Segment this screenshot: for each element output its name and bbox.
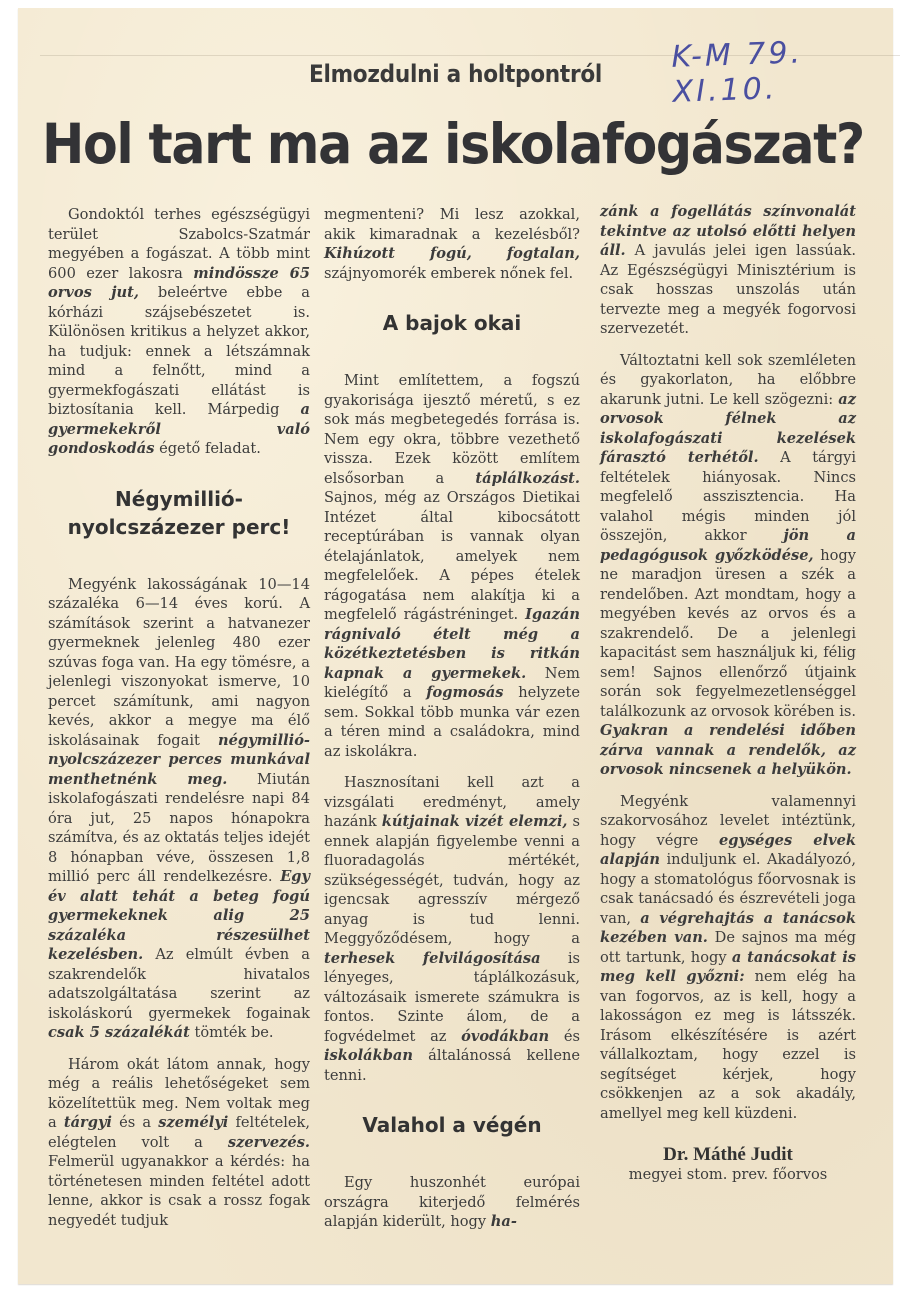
paragraph xyxy=(324,1173,580,1232)
emphasis-text: jön a pedagógusok győzködése, xyxy=(600,527,856,564)
emphasis-text: négymillió-nyolcszázezer perces munkával menthetnénk meg. xyxy=(48,731,310,788)
body-text: Nem kielégítő a xyxy=(324,664,580,701)
body-text: Három okát látom annak, hogy még a reális lehetőségeket sem közelítettük meg. Nem voltak meg a xyxy=(48,1055,310,1131)
emphasis-text: kútjainak vizét elemzi, xyxy=(381,813,568,830)
body-text: Miután iskolafogászati rendelésre napi 84 óra jut, 25 napos hónapokra számítva, és az oktatás teljes idejét 8 hónapban véve, összesen 1,8 millió perc áll rendelkezésre. xyxy=(48,770,310,885)
emphasis-text: iskolákban xyxy=(324,1047,413,1064)
body-text: Hasznosítani kell azt a vizsgálati eredményt, amely hazánk xyxy=(324,774,580,830)
emphasis-text: zánk a fogellátás színvonalát tekintve az utolsó előtti helyen áll. xyxy=(600,203,856,259)
subheading: Négymillió-nyolcszázezer perc! xyxy=(67,486,291,539)
column-1 xyxy=(48,205,310,1242)
column-2 xyxy=(324,205,580,1244)
emphasis-text: Igazán rágnivaló ételt még a közétkeztetésben is ritkán kapnak a gyermekek. xyxy=(324,606,580,682)
emphasis-text: mindössze 65 orvos jut, xyxy=(48,264,310,301)
newspaper-clipping xyxy=(18,8,893,1284)
body-text: általánossá kellene tenni. xyxy=(324,1047,580,1084)
body-text: Az elmúlt évben a szakrendelők hivatalos adatszolgáltatása szerint az iskoláskorú gyermekek fogainak xyxy=(48,946,310,1022)
body-text: beleértve ebbe a kórházi szájsebészetet is. Különösen kritikus a helyzet akkor, ha tudjuk: ennek a létszámnak mind a felnőtt, mind a gyermekfogászati ellátást is biztosítania kell. Márpedig xyxy=(48,284,310,418)
subheading: Valahol a végén xyxy=(362,1113,542,1137)
emphasis-text: a gyermekekről való gondoskodás xyxy=(48,401,310,457)
author-signature xyxy=(600,1145,856,1184)
emphasis-text: az orvosok félnek az iskolafogászati kezelések fárasztó terhétől. xyxy=(600,390,856,466)
body-text: Egy huszonhét európai országra kiterjedő felmérés alapján kiderült, hogy xyxy=(324,1174,580,1230)
emphasis-text: óvodákban xyxy=(461,1027,550,1045)
emphasis-text: Gyakran a rendelési időben zárva vannak a rendelők, az orvosok nincsenek a helyükön. xyxy=(600,722,856,778)
body-text: és a xyxy=(111,1114,159,1131)
emphasis-text: ha- xyxy=(490,1213,517,1230)
body-text: s ennek alapján figyelembe venni a fluoradagolás mértékét, szükségességét, tudván, hogy az igencsak agresszív mérgező anyag is tud lenni. Meggyőződésem, hogy a xyxy=(324,813,580,947)
paragraph xyxy=(600,792,856,1124)
emphasis-text: a végrehajtás a tanácsok kezében van. xyxy=(600,909,856,946)
body-text: hogy ne maradjon üresen a szék a rendelőben. Azt mondtam, hogy a megyében kevés az orvos és a szakrendelő. De a jelenlegi kapacitást sem használjuk ki, félig sem! Sajnos ellenőrző útjaink során sok fegyelmezetlenséggel találkozunk az orvosok körében is. xyxy=(600,546,856,720)
column-3 xyxy=(600,202,856,1184)
emphasis-text: terhesek felvilágosítása xyxy=(324,949,541,967)
body-text: Gondoktól terhes egészségügyi terület Szabolcs-Szatmár megyében a fogászat. A több mint 600 ezer lakosra xyxy=(48,206,310,282)
body-text: tömték be. xyxy=(189,1024,274,1041)
emphasis-text: személyi xyxy=(158,1114,229,1131)
body-text: és xyxy=(549,1027,580,1045)
body-text: nem elég ha van fogorvos, az is kell, hogy a lakosságon ez meg is látsszék. Irásom elkészítésére is azért vállalkoztam, hogy ezzel is segítséget kérjek, hogy csökkenjen az a sok akadály, amellyel meg kell küzdeni. xyxy=(600,968,856,1122)
body-text: égető feladat. xyxy=(154,440,261,457)
emphasis-text: egységes elvek alapján xyxy=(600,831,856,868)
author-name: Dr. Máthé Judit xyxy=(663,1144,793,1165)
body-text: szájnyomorék emberek nőnek fel. xyxy=(324,264,574,282)
body-text: helyzete sem. Sokkal több munka vár ezen a téren mind a családokra, mind az iskolákra. xyxy=(324,684,580,760)
paragraph xyxy=(48,205,310,459)
article-kicker: Elmozdulni a holtpontról xyxy=(308,60,603,88)
paragraph xyxy=(600,351,856,780)
body-text: is lényeges, táplálkozásuk, változásaik ismerete számukra is fontos. Szinte álom, de a fogvédelmet az xyxy=(324,949,580,1045)
body-text: A tárgyi feltételek hiányosak. Nincs megfelelő asszisztencia. Ha valahol mégis minden jól összejön, akkor xyxy=(600,449,856,544)
article-headline: Hol tart ma az iskolafogászat? xyxy=(42,112,864,176)
body-text: Sajnos, még az Országos Dietikai Intézet által kibocsátott receptúrában is vannak olyan ételajánlatok, amelyek nem megfelelőek. A pépes ételek rágogatása nem alakítja ki a megfelelő rágástréninget. xyxy=(324,489,580,623)
handwritten-date-note: K-M 79. XI.10. xyxy=(670,35,804,110)
paragraph-continued xyxy=(600,202,856,339)
body-text: Változtatni kell sok szemléleten és gyakorlaton, ha előbbre akarunk jutni. Le kell szögezni: xyxy=(600,351,856,408)
emphasis-text: szervezés. xyxy=(227,1133,310,1151)
emphasis-text: fogmosás xyxy=(426,684,504,701)
paragraph xyxy=(48,575,310,1043)
emphasis-text: táplálkozást. xyxy=(475,469,580,487)
author-title: megyei stom. prev. főorvos xyxy=(628,1165,828,1183)
emphasis-text: a tanácsokat is meg kell győzni: xyxy=(600,948,857,985)
body-text: De sajnos ma még ott tartunk, hogy xyxy=(600,929,857,966)
paragraph xyxy=(324,371,580,761)
body-text: Megyénk lakosságának 10—14 százaléka 6—14 éves korú. A számítások szerint a hatvanezer gyermeknek jelenleg 480 ezer szúvas foga van. Ha egy tömésre, a jelenlegi viszonyokat ismerve, 10 percet számítunk, ami nagyon kevés, akkor a megye ma élő iskolásainak fogait xyxy=(48,575,310,749)
body-text: megmenteni? Mi lesz azokkal, akik kimaradnak a kezelésből? xyxy=(324,206,580,243)
paragraph xyxy=(324,773,580,1085)
paragraph-continued xyxy=(324,205,580,283)
body-text: induljunk el. Akadályozó, hogy a stomatológus főorvosnak is csak tanácsadó és észrevételi joga van, xyxy=(600,851,856,927)
paragraph xyxy=(48,1055,310,1231)
emphasis-text: Kihúzott fogú, fogtalan, xyxy=(324,245,580,262)
body-text: feltételek, elégtelen volt a xyxy=(48,1114,311,1151)
emphasis-text: csak 5 százalékát xyxy=(48,1024,190,1041)
body-text: Megyénk valamennyi szakorvosához levelet intéztünk, hogy végre xyxy=(600,792,856,849)
subheading: A bajok okai xyxy=(382,311,522,335)
emphasis-text: tárgyi xyxy=(63,1114,112,1131)
emphasis-text: Egy év alatt tehát a beteg fogú gyermekeknek alig 25 százaléka részesülhet kezelésben. xyxy=(48,868,310,963)
body-text: A javulás jelei igen lassúak. Az Egészségügyi Minisztérium is csak hosszas unszolás után tervezte meg a megyék fogorvosi szervezetét. xyxy=(600,242,856,337)
body-text: Felmerül ugyanakkor a kérdés: ha történetesen minden feltétel adott lenne, akkor is csak a rossz fogak negyedét tudjuk xyxy=(48,1153,310,1229)
body-text: Mint említettem, a fogszú gyakorisága ijesztő méretű, s ez sok más megbetegedés forrása is. Nem egy okra, többre vezethető vissza. Ezek között említem elsősorban a xyxy=(324,372,580,487)
